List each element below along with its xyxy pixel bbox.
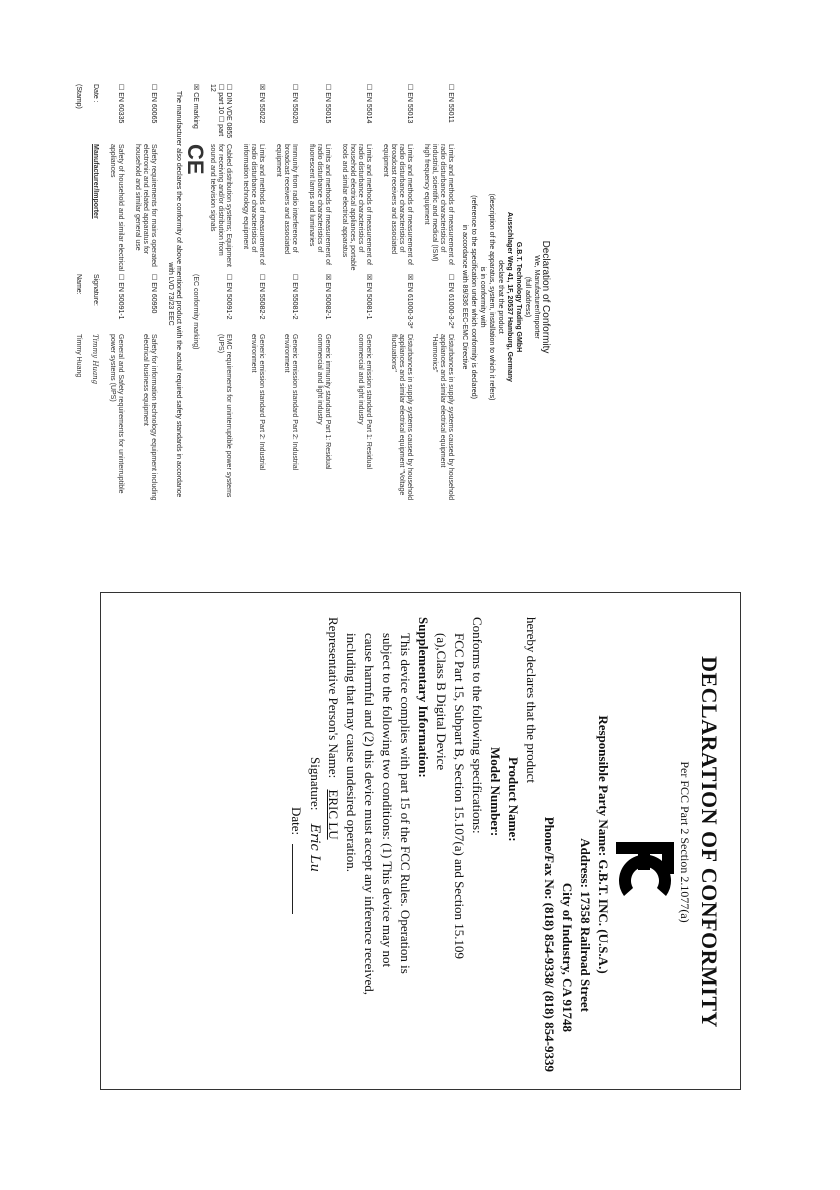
- fcc-party: Responsible Party Name: G.B.T. INC. (U.S.A.): [596, 715, 611, 974]
- eu-signature-label: Signature:: [92, 274, 99, 306]
- fcc-spec-2: (a),Class B Digital Device: [434, 633, 449, 771]
- eu-ce-caption: (EC conformity marking): [192, 274, 199, 350]
- eu-signature-block: [91, 84, 99, 514]
- eu-standard: ☐ EN 55082-2: [258, 274, 265, 320]
- eu-lv-standard: ☐ EN 60335: [117, 84, 124, 124]
- eu-lv-standard: ☐ EN 60950: [150, 274, 157, 314]
- eu-title: Declaration of Conformity: [540, 240, 551, 354]
- eu-header-line: is in conformity with: [479, 266, 486, 328]
- eu-header-line: (full address): [524, 276, 531, 318]
- fcc-declaration-box: [100, 592, 741, 1090]
- eu-standard-desc: Limits and methods of measurement of radio disturbance characteristics of industrial, scientific and medical (ISM) high frequency equipment: [423, 144, 454, 266]
- eu-lv-standard: ☐ EN 50091-1: [117, 274, 124, 320]
- fcc-info-1: This device complies with part 15 of the FCC Rules. Operation is: [398, 633, 413, 974]
- fcc-subtitle: Per FCC Part 2 Section 2.1077(a): [678, 761, 692, 923]
- eu-standards-list: [65, 84, 454, 514]
- fcc-date-label: Date:: [289, 807, 304, 836]
- fcc-city: City of Industry, CA 91748: [560, 882, 575, 1032]
- fcc-rep-label: Representative Person's Name:: [326, 617, 341, 779]
- eu-declaration-content: [75, 78, 554, 516]
- eu-header-line: We, Manufacturer/Importer: [533, 255, 540, 339]
- eu-standard: ☒ EN 50081-1: [365, 274, 372, 320]
- eu-standard-desc: Limits and methods of measurement of radio disturbance characteristics of fluorescent lamps and luminaries: [308, 144, 331, 266]
- eu-standard-row: [208, 84, 232, 514]
- eu-header-line: G.B.T. Technology Trading GMbH: [515, 241, 522, 353]
- eu-header-line: (description of the apparatus, system, installation to which it refers): [488, 193, 495, 401]
- eu-standard-row: [241, 84, 265, 514]
- fcc-declaration-content: [112, 607, 732, 1077]
- eu-lv-text: [166, 84, 182, 514]
- eu-standard-desc: Generic emission standard Part 2: Industrial environment: [250, 334, 265, 471]
- eu-header-line: declare that the product: [497, 260, 504, 334]
- eu-standard-desc: Limits and methods of measurement of radio disturbance characteristics of information technology equipment: [242, 144, 265, 266]
- eu-standard: ☐ EN 55013: [406, 84, 413, 124]
- eu-standard-desc: Generic emission standard Part 1: Residual commercial and light industry: [357, 334, 372, 470]
- eu-standard-desc: Generic emission standard Part 2: Industrial environment: [283, 334, 298, 471]
- eu-standard-desc: Cabled distribution systems; Equipment for receiving and/or distribution from sound and television signals: [209, 144, 232, 267]
- fcc-body: [287, 617, 612, 1072]
- fcc-date-row: [287, 617, 305, 1072]
- fcc-signature-row: [305, 617, 324, 1072]
- fcc-supplementary: Supplementary Information:: [416, 617, 431, 778]
- fcc-signature: Eric Lu: [307, 823, 322, 872]
- eu-lv-row: [133, 84, 157, 514]
- eu-standard: ☐ EN 55011: [447, 84, 454, 123]
- eu-header-line: Ausschlager Weg 41, 1F, 20537 Hamburg, Germany: [506, 212, 513, 382]
- ce-mark-icon: CE: [183, 144, 208, 175]
- eu-standard-row: [307, 84, 331, 514]
- fcc-phone: Phone/Fax No: (818) 854-9338/ (818) 854-9339: [542, 816, 557, 1072]
- eu-header-line: (reference to the specification under which conformity is declared): [470, 195, 477, 399]
- eu-name-block: [74, 84, 82, 514]
- eu-standard-desc: Generic immunity standard Part 1: Residual commercial and light industry: [316, 334, 331, 470]
- eu-standard: ☐ EN 50091-2: [225, 274, 232, 320]
- eu-standard-row: [340, 84, 372, 514]
- eu-signature: Timmy Huang: [91, 334, 99, 385]
- fcc-info-2: subject to the following two conditions: (1) This device may not: [380, 633, 395, 968]
- eu-standard: ☒ EN 61000-3-3*: [406, 274, 413, 329]
- fcc-address: Address: 17358 Railroad Street: [578, 838, 593, 1012]
- eu-name: Timmy Huang: [75, 334, 82, 378]
- eu-standard: ☐ EN 55014: [365, 84, 372, 124]
- fcc-conforms: Conforms to the following specifications:: [470, 617, 485, 834]
- eu-lv-desc: Safety of household and similar electrical appliances: [109, 144, 124, 272]
- eu-date-label: Date :: [92, 84, 99, 103]
- fcc-declares: hereby declares that the product: [524, 617, 539, 784]
- eu-ce-marking: ☒ CE marking: [192, 84, 199, 129]
- eu-lv-statement: The manufacturer also declares the conformity of above mentioned product with the actual required safety standards in accordance with LVD 73/23 EEC: [167, 90, 182, 498]
- fcc-rep-name: ERIC LU: [326, 789, 341, 840]
- eu-standard-desc: Disturbances in supply systems caused by household appliances and similar electrical equipment "Voltage fluctuations": [390, 334, 413, 501]
- eu-manufacturer-label: Manufacturer/Importer: [92, 144, 99, 219]
- fcc-date-line: [292, 844, 293, 914]
- fcc-info-4: including that may cause undesired operation.: [344, 633, 359, 872]
- eu-standard: ☐ EN 55081-2: [291, 274, 298, 320]
- fcc-spec-1: FCC Part 15, Subpart B, Section 15.107(a) and Section 15.109: [452, 633, 467, 960]
- eu-lv-desc: Safety for information technology equipment including electrical business equipment: [142, 334, 157, 501]
- fcc-product-name: Product Name:: [506, 757, 521, 842]
- eu-standard-desc: Limits and methods of measurement of radio disturbance characteristics of broadcast receivers and associated equipment: [382, 144, 413, 266]
- eu-name-label: Name:: [75, 274, 82, 295]
- eu-standard-desc: Disturbances in supply systems caused by household appliances and similar electrical equipment "Harmonics": [431, 334, 454, 501]
- eu-standard-row: [274, 84, 298, 514]
- fcc-info-3: cause harmful and (2) this device must accept any inference received,: [362, 633, 377, 996]
- fcc-title: DECLARATION OF CONFORMITY: [697, 656, 722, 1028]
- eu-ce-row: [183, 84, 208, 514]
- eu-standard-desc: Limits and methods of measurement of radio disturbance characteristics of household electrical appliances, portable tools and similar electrical apparatus: [341, 144, 372, 271]
- fcc-model-number: Model Number:: [488, 747, 503, 837]
- eu-lv-desc: Safety requirements for mains operated electronic and related apparatus for household and similar general use: [134, 144, 157, 267]
- eu-standard: ☒ EN 50082-1: [324, 274, 331, 320]
- eu-standard: ☒ EN 55022: [258, 84, 265, 124]
- eu-stamp: (Stamp): [75, 84, 82, 109]
- eu-lv-desc: General and Safety requirements for uninterruptible power systems (UPS): [109, 334, 124, 494]
- eu-lv-standard: ☐ EN 60065: [150, 84, 157, 124]
- eu-standard-desc: Immunity from radio interference of broadcast receivers and associated equipment: [275, 144, 298, 255]
- eu-header: [460, 78, 550, 516]
- eu-lv-row: [108, 84, 124, 514]
- eu-standard: ☐ EN 55020: [291, 84, 298, 124]
- eu-standard-row: [381, 84, 413, 514]
- eu-standard-row: [422, 84, 454, 514]
- fcc-signature-label: Signature:: [308, 757, 323, 811]
- eu-header-line: in accordance with 89/336 EEC-EMC Directive: [461, 224, 468, 370]
- eu-declaration: [75, 78, 554, 516]
- fcc-logo-icon: [610, 822, 680, 902]
- eu-standard: ☐ DIN VDE 0855 ☐ part 10 ☐ part 12: [209, 84, 232, 139]
- eu-standard: ☐ EN 55015: [324, 84, 331, 124]
- fcc-rep-row: [324, 617, 342, 1072]
- eu-standard-desc: EMC requirements for uninterruptible power systems (UPS): [217, 334, 232, 498]
- eu-standard: ☐ EN 61000-3-2*: [447, 274, 454, 329]
